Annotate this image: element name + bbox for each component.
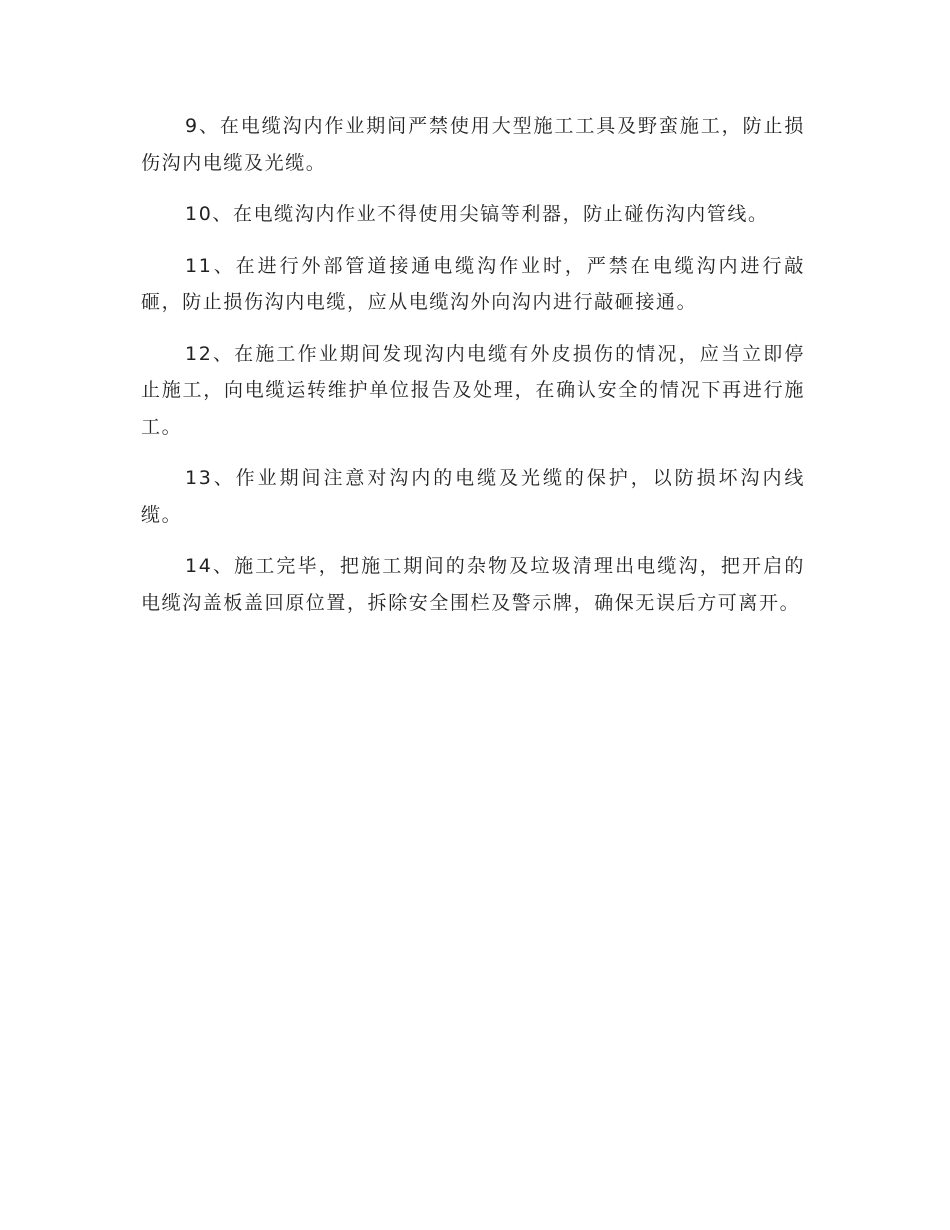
document-body <box>141 108 805 636</box>
paragraph-item-14: 14、施工完毕，把施工期间的杂物及垃圾清理出电缆沟，把开启的电缆沟盖板盖回原位置，拆除安全围栏及警示牌，确保无误后方可离开。 <box>141 555 805 614</box>
paragraph-item-12: 12、在施工作业期间发现沟内电缆有外皮损伤的情况，应当立即停止施工，向电缆运转维护单位报告及处理，在确认安全的情况下再进行施工。 <box>141 342 805 438</box>
paragraph-item-11: 11、在进行外部管道接通电缆沟作业时，严禁在电缆沟内进行敲砸，防止损伤沟内电缆，应从电缆沟外向沟内进行敲砸接通。 <box>141 254 805 313</box>
paragraph-item-9: 9、在电缆沟内作业期间严禁使用大型施工工具及野蛮施工，防止损伤沟内电缆及光缆。 <box>141 115 805 174</box>
paragraph-item-10: 10、在电缆沟内作业不得使用尖镐等利器，防止碰伤沟内管线。 <box>185 203 769 225</box>
paragraph-item-13: 13、作业期间注意对沟内的电缆及光缆的保护，以防损坏沟内线缆。 <box>141 467 805 526</box>
